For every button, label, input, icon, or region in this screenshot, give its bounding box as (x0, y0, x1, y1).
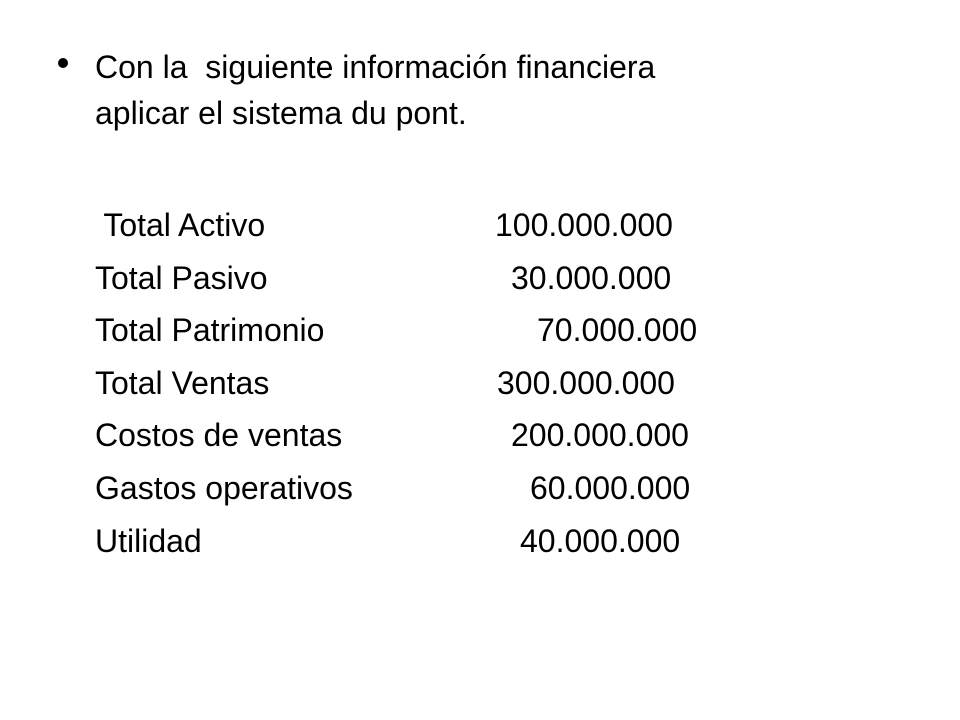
data-row-total-ventas (95, 360, 915, 413)
data-row-utilidad (95, 518, 915, 571)
row-label: Total Ventas (95, 364, 270, 401)
row-label: Total Pasivo (95, 259, 268, 296)
row-label: Costos de ventas (95, 417, 343, 454)
bullet-text-line-1: Con la siguiente información financiera (95, 49, 656, 85)
row-value: 100.000.000 (495, 207, 673, 243)
row-value: 40.000.000 (520, 522, 681, 559)
row-value: 30.000.000 (511, 259, 672, 296)
bullet-text-line-2: aplicar el sistema du pont. (95, 95, 467, 131)
row-value: 60.000.000 (530, 469, 691, 506)
bullet-text (95, 44, 918, 136)
data-row-total-pasivo (95, 255, 915, 308)
row-label: Utilidad (95, 522, 202, 559)
data-row-costos-de-ventas (95, 412, 915, 465)
data-row-gastos-operativos (95, 465, 915, 518)
row-label: Gastos operativos (95, 469, 353, 506)
bullet-dot-icon (58, 58, 68, 68)
bullet-item (58, 44, 918, 136)
data-row-total-activo (95, 202, 915, 255)
data-row-total-patrimonio (95, 307, 915, 360)
row-value: 70.000.000 (537, 312, 698, 349)
row-value: 200.000.000 (511, 417, 689, 454)
row-value: 300.000.000 (497, 364, 675, 401)
financial-data-list (95, 202, 915, 570)
row-label: Total Patrimonio (95, 312, 325, 349)
row-label: Total Activo (95, 207, 266, 243)
